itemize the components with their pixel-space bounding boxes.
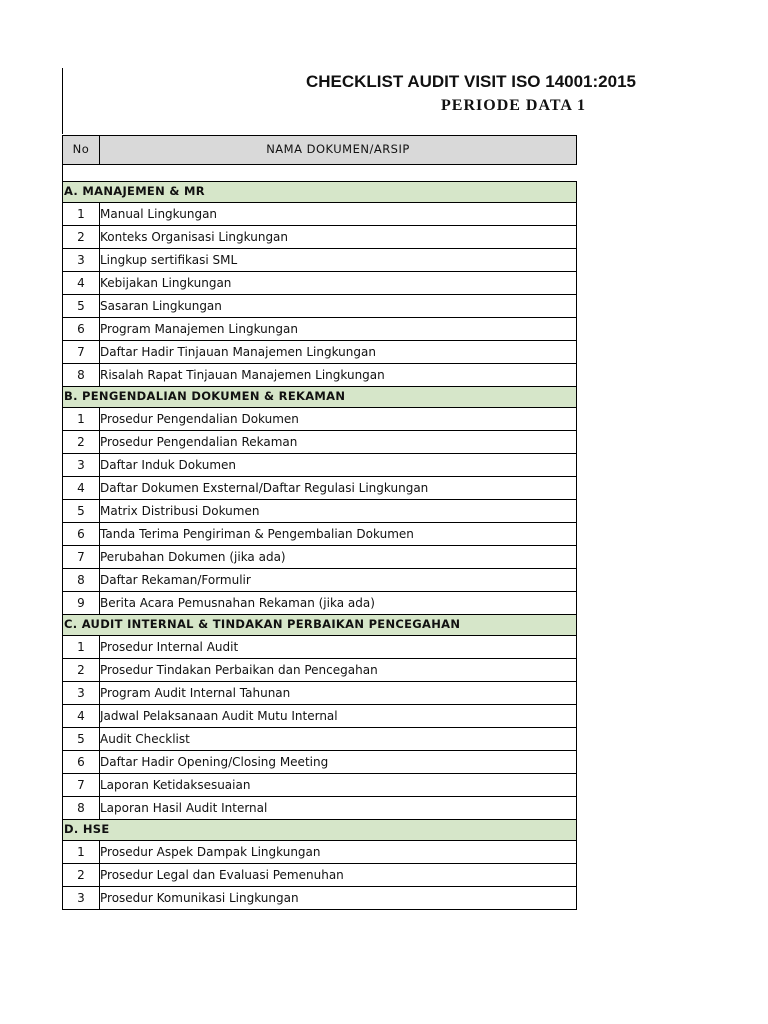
row-number: 3: [63, 887, 100, 910]
row-number: 9: [63, 592, 100, 615]
table-row: [63, 226, 577, 249]
document-name: Prosedur Komunikasi Lingkungan: [100, 887, 577, 910]
document-name: Laporan Hasil Audit Internal: [100, 797, 577, 820]
table-row: [63, 705, 577, 728]
row-number: 8: [63, 364, 100, 387]
table-row: [63, 295, 577, 318]
row-number: 8: [63, 569, 100, 592]
table-row: [63, 659, 577, 682]
section-row: [63, 182, 577, 203]
row-number: 7: [63, 546, 100, 569]
row-number: 5: [63, 728, 100, 751]
document-name: Prosedur Legal dan Evaluasi Pemenuhan: [100, 864, 577, 887]
document-name: Prosedur Aspek Dampak Lingkungan: [100, 841, 577, 864]
row-number: 4: [63, 705, 100, 728]
row-number: 7: [63, 774, 100, 797]
row-number: 2: [63, 864, 100, 887]
document-name: Daftar Hadir Tinjauan Manajemen Lingkungan: [100, 341, 577, 364]
section-title: B. PENGENDALIAN DOKUMEN & REKAMAN: [63, 387, 577, 408]
document-name: Program Manajemen Lingkungan: [100, 318, 577, 341]
table-row: [63, 477, 577, 500]
row-number: 6: [63, 523, 100, 546]
table-row: [63, 546, 577, 569]
document-name: Audit Checklist: [100, 728, 577, 751]
section-row: [63, 615, 577, 636]
row-number: 2: [63, 659, 100, 682]
document-name: Risalah Rapat Tinjauan Manajemen Lingkungan: [100, 364, 577, 387]
document-name: Prosedur Internal Audit: [100, 636, 577, 659]
table-row: [63, 523, 577, 546]
table-row: [63, 751, 577, 774]
table-row: [63, 500, 577, 523]
table-row: [63, 454, 577, 477]
document-name: Lingkup sertifikasi SML: [100, 249, 577, 272]
row-number: 1: [63, 408, 100, 431]
document-name: Konteks Organisasi Lingkungan: [100, 226, 577, 249]
row-number: 1: [63, 636, 100, 659]
header-no: No: [63, 136, 100, 165]
row-number: 4: [63, 477, 100, 500]
table-row: [63, 592, 577, 615]
table-row: [63, 203, 577, 226]
table-row: [63, 841, 577, 864]
row-number: 3: [63, 682, 100, 705]
table-row: [63, 249, 577, 272]
row-number: 2: [63, 431, 100, 454]
spacer-row: [63, 165, 577, 182]
document-subtitle: PERIODE DATA 1: [441, 97, 586, 114]
section-row: [63, 387, 577, 408]
row-number: 3: [63, 454, 100, 477]
document-name: Tanda Terima Pengiriman & Pengembalian Dokumen: [100, 523, 577, 546]
section-title: D. HSE: [63, 820, 577, 841]
table-row: [63, 636, 577, 659]
document-name: Prosedur Pengendalian Dokumen: [100, 408, 577, 431]
table-row: [63, 318, 577, 341]
table-row: [63, 272, 577, 295]
document-name: Daftar Induk Dokumen: [100, 454, 577, 477]
checklist-table: [62, 135, 577, 910]
section-title: C. AUDIT INTERNAL & TINDAKAN PERBAIKAN PENCEGAHAN: [63, 615, 577, 636]
document-title: CHECKLIST AUDIT VISIT ISO 14001:2015: [305, 72, 636, 91]
document-name: Matrix Distribusi Dokumen: [100, 500, 577, 523]
table-header-row: [63, 136, 577, 165]
document-name: Manual Lingkungan: [100, 203, 577, 226]
table-row: [63, 682, 577, 705]
document-name: Perubahan Dokumen (jika ada): [100, 546, 577, 569]
table-row: [63, 408, 577, 431]
table-row: [63, 887, 577, 910]
document-name: Kebijakan Lingkungan: [100, 272, 577, 295]
row-number: 5: [63, 295, 100, 318]
document-name: Prosedur Pengendalian Rekaman: [100, 431, 577, 454]
section-title: A. MANAJEMEN & MR: [63, 182, 577, 203]
table-row: [63, 431, 577, 454]
table-row: [63, 774, 577, 797]
row-number: 5: [63, 500, 100, 523]
row-number: 3: [63, 249, 100, 272]
row-number: 7: [63, 341, 100, 364]
document-name: Daftar Dokumen Exsternal/Daftar Regulasi Lingkungan: [100, 477, 577, 500]
row-number: 2: [63, 226, 100, 249]
table-row: [63, 728, 577, 751]
document-name: Laporan Ketidaksesuaian: [100, 774, 577, 797]
section-row: [63, 820, 577, 841]
document-name: Daftar Rekaman/Formulir: [100, 569, 577, 592]
table-row: [63, 364, 577, 387]
row-number: 6: [63, 751, 100, 774]
document-name: Program Audit Internal Tahunan: [100, 682, 577, 705]
table-row: [63, 797, 577, 820]
row-number: 1: [63, 203, 100, 226]
document-name: Berita Acara Pemusnahan Rekaman (jika ada): [100, 592, 577, 615]
row-number: 8: [63, 797, 100, 820]
document-name: Prosedur Tindakan Perbaikan dan Pencegahan: [100, 659, 577, 682]
header-name: NAMA DOKUMEN/ARSIP: [100, 136, 577, 165]
document-name: Jadwal Pelaksanaan Audit Mutu Internal: [100, 705, 577, 728]
document-name: Sasaran Lingkungan: [100, 295, 577, 318]
table-row: [63, 864, 577, 887]
table-row: [63, 341, 577, 364]
row-number: 1: [63, 841, 100, 864]
row-number: 4: [63, 272, 100, 295]
row-number: 6: [63, 318, 100, 341]
table-row: [63, 569, 577, 592]
document-name: Daftar Hadir Opening/Closing Meeting: [100, 751, 577, 774]
